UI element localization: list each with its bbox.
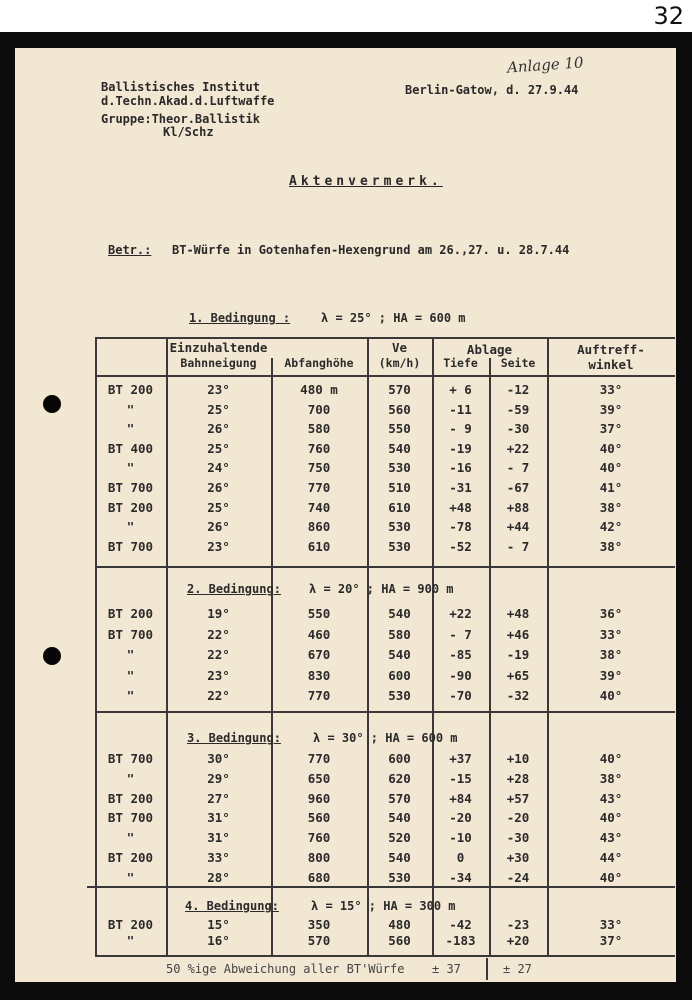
cell-neig: 26° [207,480,230,495]
cell-type: BT 700 [107,626,154,642]
cell-type: " [126,421,135,437]
cell-ve: 540 [388,810,411,826]
subject-text: BT-Würfe in Gotenhafen-Hexengrund am 26.,27. u. 28.7.44 [172,243,570,257]
cell-seite: -19 [506,647,530,662]
cell-ve: 620 [388,770,411,786]
cell-type: " [126,932,135,948]
cell-ve: 560 [388,401,411,417]
cell-tiefe: -31 [449,480,472,495]
condition-params: λ = 25° ; HA = 600 m [321,311,466,325]
cell-ve: 560 [388,932,411,948]
cell-seite: -32 [506,688,530,703]
place-date: Berlin-Gatow, d. 27.9.44 [405,83,579,97]
cell-hoehe: 580 [307,421,331,437]
cell-neig: 22° [207,626,230,642]
cell-hoehe: 830 [307,667,331,683]
header-einzuhaltende: Einzuhaltende [169,340,268,355]
cell-hoehe: 740 [307,499,331,515]
condition-label: 4. Bedingung: [185,899,279,913]
cell-ve: 580 [388,626,411,642]
cell-ve: 530 [388,460,411,476]
cell-neig: 26° [207,519,230,535]
condition-heading [185,899,279,913]
cell-ve: 570 [388,790,411,806]
cell-ve: 570 [388,382,411,397]
cell-tiefe: -42 [449,917,472,932]
cell-seite: -23 [506,917,530,932]
cell-tiefe: +22 [449,606,472,621]
header-abfanghoehe: Abfanghöhe [284,356,354,370]
group-line-1: Gruppe:Theor.Ballistik [101,112,260,126]
cell-winkel: 37° [599,932,623,948]
cell-neig: 33° [207,850,230,865]
cell-ve: 550 [388,421,411,437]
cell-winkel: 43° [599,830,623,846]
cell-winkel: 33° [599,626,623,642]
page-number: 32 [653,2,684,30]
cell-winkel: 38° [599,647,623,662]
condition-params: λ = 20° ; HA = 900 m [309,582,454,596]
cell-type: BT 700 [107,751,154,766]
cell-tiefe: +48 [449,499,472,515]
cell-ve: 600 [388,751,411,766]
cell-winkel: 40° [599,440,623,456]
cell-seite: +44 [506,519,530,535]
cell-tiefe: -19 [449,440,472,456]
cell-type: " [126,519,135,535]
cell-type: " [126,647,135,662]
cell-ve: 530 [388,869,411,885]
cell-type: " [126,460,135,476]
cell-seite: -59 [506,401,530,417]
cell-ve: 530 [388,688,411,703]
institute-line-2: d.Techn.Akad.d.Luftwaffe [101,94,275,108]
cell-tiefe: +84 [449,790,472,806]
cell-type: " [126,770,135,786]
cell-seite: -12 [506,382,530,397]
cell-tiefe: -11 [449,401,472,417]
cell-seite: - 7 [506,460,530,476]
header-ablage: Ablage [466,342,513,357]
condition-heading [189,311,290,325]
cell-tiefe: - 9 [449,421,472,437]
cell-tiefe: + 6 [449,382,472,397]
cell-type: BT 700 [107,810,154,826]
cell-hoehe: 960 [307,790,331,806]
cell-neig: 23° [207,382,230,397]
cell-ve: 610 [388,499,411,515]
header-bottom-rule [95,375,675,377]
table-top-rule [95,337,675,339]
cell-hoehe: 350 [307,917,331,932]
cell-type: BT 700 [107,538,154,554]
cell-winkel: 38° [599,499,623,515]
cell-hoehe: 610 [307,538,331,554]
cell-seite: +22 [506,440,530,456]
cell-type: BT 200 [107,606,154,621]
cell-ve: 480 [388,917,411,932]
cell-ve: 540 [388,606,411,621]
cell-seite: +28 [506,770,530,786]
cell-winkel: 37° [599,421,623,437]
cell-hoehe: 680 [307,869,331,885]
institute-line-1: Ballistisches Institut [101,80,260,94]
cell-ve: 540 [388,647,411,662]
cell-winkel: 39° [599,667,623,683]
cell-tiefe: -85 [449,647,472,662]
cell-winkel: 40° [599,869,623,885]
cell-winkel: 41° [599,480,623,495]
cell-type: BT 200 [107,382,154,397]
cell-hoehe: 770 [307,751,331,766]
cell-seite: +30 [506,850,530,865]
cell-neig: 25° [207,440,230,456]
cell-hoehe: 760 [307,830,331,846]
cell-seite: +57 [506,790,530,806]
cell-tiefe: -34 [449,869,472,885]
cell-winkel: 33° [599,917,623,932]
cell-tiefe: -183 [445,932,476,948]
cell-tiefe: -90 [449,667,472,683]
footer-tiefe: ± 37 [432,962,461,976]
table-bottom-rule [95,955,675,957]
header-seite: Seite [500,356,536,370]
footer-label: 50 %ige Abweichung aller BT'Würfe [166,962,405,976]
header-winkel: winkel [588,357,634,372]
punch-hole-lower [43,647,61,665]
condition-label: 1. Bedingung : [189,311,291,325]
punch-hole-upper [43,395,61,413]
cell-tiefe: -10 [449,830,472,846]
cell-seite: -20 [506,810,530,826]
cell-hoehe: 670 [307,647,331,662]
cell-type: " [126,667,135,683]
cell-hoehe: 570 [307,932,331,948]
cell-ve: 540 [388,440,411,456]
cell-neig: 22° [207,647,230,662]
subject-label: Betr.: [108,243,152,257]
cell-neig: 30° [207,751,230,766]
cell-neig: 19° [207,606,230,621]
cell-neig: 25° [207,401,230,417]
cell-tiefe: -52 [449,538,472,554]
cell-winkel: 39° [599,401,623,417]
cell-ve: 510 [388,480,411,495]
cell-tiefe: - 7 [449,626,472,642]
cell-hoehe: 650 [307,770,331,786]
cell-ve: 540 [388,850,411,865]
cell-type: BT 200 [107,499,154,515]
condition-label: 2. Bedingung: [187,582,281,596]
cell-seite: -24 [506,869,530,885]
cell-hoehe: 480 m [300,382,338,397]
cell-neig: 23° [207,538,230,554]
cell-hoehe: 460 [307,626,331,642]
condition-params: λ = 15° ; HA = 300 m [311,899,456,913]
header-auftreff: Auftreff- [577,342,645,357]
cell-type: " [126,869,135,885]
cell-ve: 520 [388,830,411,846]
cell-neig: 22° [207,688,230,703]
cell-type: BT 700 [107,480,154,495]
cell-hoehe: 700 [307,401,331,417]
cell-seite: +10 [506,751,530,766]
cell-neig: 15° [207,917,230,932]
cell-hoehe: 560 [307,810,331,826]
cell-ve: 530 [388,519,411,535]
section-rule [95,566,675,568]
cell-neig: 29° [207,770,230,786]
document-title: Aktenvermerk. [289,174,443,189]
cell-type: BT 200 [107,790,154,806]
cell-type: BT 400 [107,440,154,456]
cell-seite: +46 [506,626,530,642]
header-ve-unit: (km/h) [378,356,421,370]
header-bahnneigung: Bahnneigung [180,356,257,370]
cell-type: BT 200 [107,850,154,865]
cell-winkel: 42° [599,519,623,535]
handwritten-annotation: Anlage 10 [506,53,585,77]
cell-type: BT 200 [107,917,154,932]
cell-hoehe: 550 [307,606,331,621]
cell-seite: - 7 [506,538,530,554]
cell-neig: 25° [207,499,230,515]
cell-hoehe: 770 [307,480,331,495]
cell-winkel: 40° [599,810,623,826]
cell-tiefe: -15 [449,770,472,786]
cell-tiefe: 0 [456,850,465,865]
section-rule [95,711,675,713]
cell-winkel: 38° [599,538,623,554]
group-line-2: Kl/Schz [163,125,214,139]
cell-hoehe: 860 [307,519,331,535]
cell-winkel: 38° [599,770,623,786]
footer-seite: ± 27 [503,962,532,976]
cell-seite: +88 [506,499,530,515]
cell-seite: +48 [506,606,530,621]
cell-winkel: 43° [599,790,623,806]
cell-winkel: 40° [599,688,623,703]
document-page [15,48,676,982]
cell-winkel: 40° [599,460,623,476]
cell-winkel: 36° [599,606,623,621]
header-ve: Ve [391,340,408,355]
cell-neig: 28° [207,869,230,885]
cell-hoehe: 800 [307,850,331,865]
cell-seite: +65 [506,667,530,683]
condition-heading [187,582,281,596]
cell-neig: 26° [207,421,230,437]
cell-neig: 24° [207,460,230,476]
condition-label: 3. Bedingung: [187,731,281,745]
cell-type: " [126,401,135,417]
cell-neig: 27° [207,790,230,806]
cell-winkel: 44° [599,850,623,865]
cell-ve: 600 [388,667,411,683]
cell-tiefe: -70 [449,688,472,703]
cell-hoehe: 750 [307,460,331,476]
cell-seite: +20 [506,932,530,948]
cell-tiefe: -78 [449,519,472,535]
condition-params: λ = 30° ; HA = 600 m [313,731,458,745]
cell-seite: -67 [506,480,530,495]
section-rule [87,886,675,888]
cell-neig: 31° [207,810,230,826]
cell-tiefe: +37 [449,751,472,766]
cell-tiefe: -20 [449,810,472,826]
column-rule [486,958,488,980]
cell-neig: 23° [207,667,230,683]
cell-type: " [126,688,135,703]
cell-tiefe: -16 [449,460,472,476]
header-tiefe: Tiefe [443,356,478,370]
cell-type: " [126,830,135,846]
cell-ve: 530 [388,538,411,554]
cell-winkel: 33° [599,382,623,397]
cell-hoehe: 760 [307,440,331,456]
cell-hoehe: 770 [307,688,331,703]
cell-neig: 16° [207,932,230,948]
cell-seite: -30 [506,830,530,846]
condition-heading [187,731,281,745]
cell-seite: -30 [506,421,530,437]
cell-neig: 31° [207,830,230,846]
cell-winkel: 40° [599,751,623,766]
